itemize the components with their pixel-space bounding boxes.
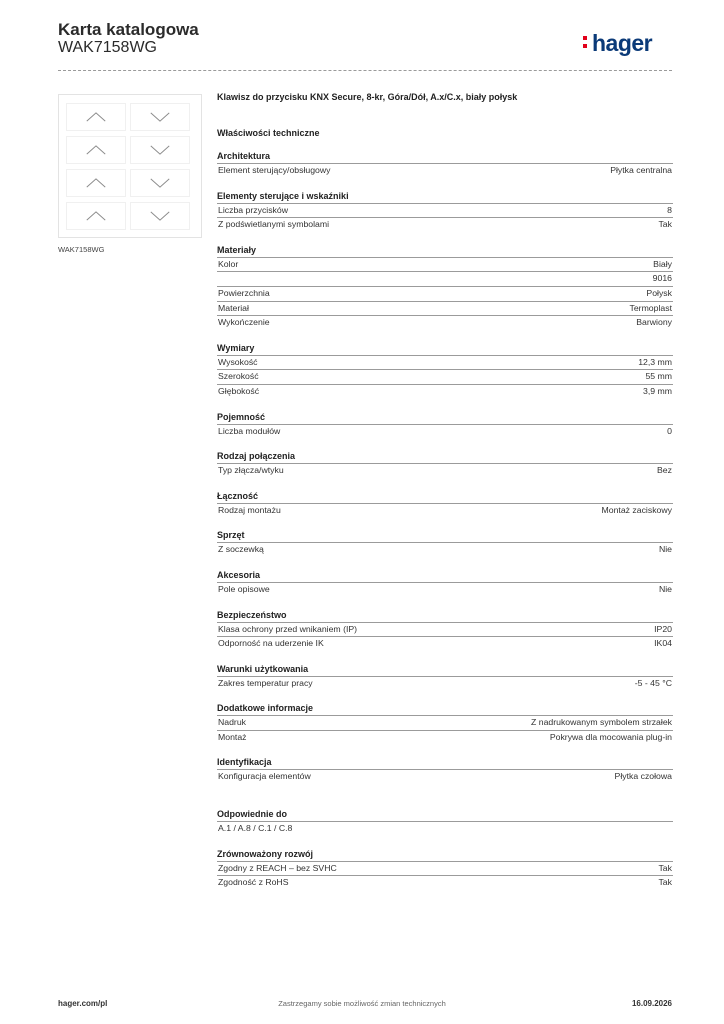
spec-row <box>217 286 673 301</box>
spec-section <box>217 848 673 890</box>
key-up <box>66 103 126 131</box>
spec-value: -5 - 45 °C <box>634 677 672 688</box>
spec-label: Pole opisowe <box>218 583 270 594</box>
spec-row <box>217 861 673 876</box>
spec-section <box>217 342 673 399</box>
spec-sections <box>217 150 673 784</box>
spec-row <box>217 217 673 232</box>
spec-label: Odporność na uderzenie IK <box>218 638 324 649</box>
spec-value: 3,9 mm <box>643 385 672 396</box>
tech-heading: Właściwości techniczne <box>217 128 320 138</box>
spec-label: Element sterujący/obsługowy <box>218 165 331 175</box>
spec-value: IP20 <box>654 623 672 634</box>
logo-dots <box>583 36 587 52</box>
spec-row <box>217 163 673 178</box>
spec-value: 8 <box>667 204 672 215</box>
spec-section <box>217 450 673 478</box>
section-title: Warunki użytkowania <box>217 663 309 674</box>
key-up <box>66 136 126 164</box>
spec-section <box>217 609 673 651</box>
spec-row <box>217 676 673 691</box>
spec-section <box>217 244 673 330</box>
spec-label: Szerokość <box>218 371 259 382</box>
spec-value: Nie <box>658 583 672 594</box>
image-caption: WAK7158WG <box>58 245 105 254</box>
spec-row <box>217 715 673 730</box>
spec-row <box>217 424 673 439</box>
spec-label: Wysokość <box>218 356 258 367</box>
spec-row <box>217 582 673 597</box>
spec-value: Płytka czołowa <box>614 771 672 782</box>
spec-label: Z podświetlanymi symbolami <box>218 219 330 230</box>
spec-label: Z soczewką <box>218 544 264 555</box>
spec-value: Nie <box>658 544 672 555</box>
product-title: Klawisz do przycisku KNX Secure, 8-kr, Góra/Dół, A.x/C.x, biały połysk <box>217 92 518 102</box>
product-code: WAK7158WG <box>58 39 157 56</box>
spec-value: 0 <box>667 425 672 436</box>
section-title: Wymiary <box>217 342 255 353</box>
chevron-down-icon <box>149 144 171 156</box>
spec-label: Głębokość <box>218 385 260 396</box>
section-title: Bezpieczeństwo <box>217 609 287 620</box>
spec-section <box>217 663 673 691</box>
spec-label: Materiał <box>218 302 249 313</box>
section-title: Łączność <box>217 490 259 501</box>
document-title: Karta katalogowa <box>58 20 199 39</box>
spec-value: Termoplast <box>629 302 672 313</box>
chevron-up-icon <box>85 144 107 156</box>
spec-row <box>217 769 673 784</box>
spec-row <box>217 622 673 637</box>
spec-label: Wykończenie <box>218 317 270 328</box>
key-up <box>66 202 126 230</box>
key-down <box>130 202 190 230</box>
spec-row <box>217 542 673 557</box>
spec-section <box>217 490 673 518</box>
spec-row <box>217 503 673 518</box>
logo-text: hager <box>592 30 653 56</box>
chevron-down-icon <box>149 111 171 123</box>
section-title: Materiały <box>217 244 257 255</box>
spec-value: Tak <box>658 877 672 888</box>
spec-label: A.1 / A.8 / C.1 / C.8 <box>218 823 293 834</box>
spec-row <box>217 384 673 399</box>
spec-label: Zakres temperatur pracy <box>218 677 313 688</box>
spec-row <box>217 730 673 745</box>
spec-label: Powierzchnia <box>218 287 270 298</box>
header-divider <box>58 70 672 71</box>
spec-content <box>217 92 673 902</box>
spec-label: Rodzaj montażu <box>218 504 281 515</box>
key-up <box>66 169 126 197</box>
chevron-up-icon <box>85 210 107 222</box>
hager-logo <box>592 30 652 57</box>
spec-row <box>217 463 673 478</box>
spec-section <box>217 411 673 439</box>
spec-section <box>217 756 673 784</box>
key-down <box>130 169 190 197</box>
section-title: Zrównoważony rozwój <box>217 848 313 859</box>
spec-value: Pokrywa dla mocowania plug-in <box>549 731 672 742</box>
spec-row <box>217 875 673 890</box>
chevron-up-icon <box>85 177 107 189</box>
spec-row <box>217 203 673 218</box>
spec-row <box>217 257 673 272</box>
section-title: Pojemność <box>217 411 266 422</box>
spec-value: Biały <box>653 258 672 269</box>
section-title: Sprzęt <box>217 530 245 541</box>
spec-section <box>217 190 673 232</box>
spec-label: Konfiguracja elementów <box>218 771 311 782</box>
spec-row <box>217 636 673 651</box>
spec-value: Połysk <box>646 287 672 298</box>
spec-value: 12,3 mm <box>638 356 672 367</box>
spec-label: Kolor <box>218 258 239 269</box>
spec-value: 55 mm <box>645 371 672 382</box>
spec-section <box>217 808 673 836</box>
spec-value: Bez <box>657 465 672 476</box>
spec-label: Zgodny z REACH – bez SVHC <box>218 862 337 873</box>
footer-disclaimer: Zastrzegamy sobie możliwość zmian technicznych <box>278 999 446 1008</box>
spec-row <box>217 355 673 370</box>
product-image <box>58 94 202 238</box>
key-down <box>130 136 190 164</box>
spec-section <box>217 150 673 178</box>
chevron-up-icon <box>85 111 107 123</box>
footer-website: hager.com/pl <box>58 999 108 1008</box>
spec-section <box>217 529 673 557</box>
spec-value: Barwiony <box>636 317 672 328</box>
spec-value: IK04 <box>654 638 672 649</box>
spec-value: Tak <box>658 862 672 873</box>
spec-row <box>217 271 673 286</box>
spec-label: Montaż <box>218 731 247 742</box>
section-title: Rodzaj połączenia <box>217 451 296 462</box>
footer-date: 16.09.2026 <box>631 999 672 1008</box>
spec-row <box>217 301 673 316</box>
spec-label: Liczba przycisków <box>218 204 289 215</box>
spec-label: Zgodność z RoHS <box>218 877 289 888</box>
spec-label: Nadruk <box>218 717 247 728</box>
spec-value: 9016 <box>652 273 672 284</box>
section-title: Elementy sterujące i wskaźniki <box>217 190 349 201</box>
section-title: Akcesoria <box>217 569 261 580</box>
spec-row <box>217 821 673 836</box>
spec-row <box>217 315 673 330</box>
spec-label: Typ złącza/wtyku <box>218 465 284 476</box>
section-title: Architektura <box>217 151 271 161</box>
spec-value: Z nadrukowanym symbolem strzałek <box>531 717 672 728</box>
chevron-down-icon <box>149 177 171 189</box>
key-down <box>130 103 190 131</box>
spec-section <box>217 702 673 744</box>
extra-sections <box>217 808 673 890</box>
section-title: Identyfikacja <box>217 757 272 768</box>
spec-section <box>217 569 673 597</box>
spec-label: Klasa ochrony przed wnikaniem (IP) <box>218 623 358 634</box>
spec-label: Liczba modułów <box>218 425 281 436</box>
section-title: Dodatkowe informacje <box>217 703 314 714</box>
spec-value: Płytka centralna <box>610 165 672 175</box>
spec-value: Tak <box>658 219 672 230</box>
spec-row <box>217 369 673 384</box>
chevron-down-icon <box>149 210 171 222</box>
section-title: Odpowiednie do <box>217 809 287 820</box>
spec-value: Montaż zaciskowy <box>601 504 672 515</box>
